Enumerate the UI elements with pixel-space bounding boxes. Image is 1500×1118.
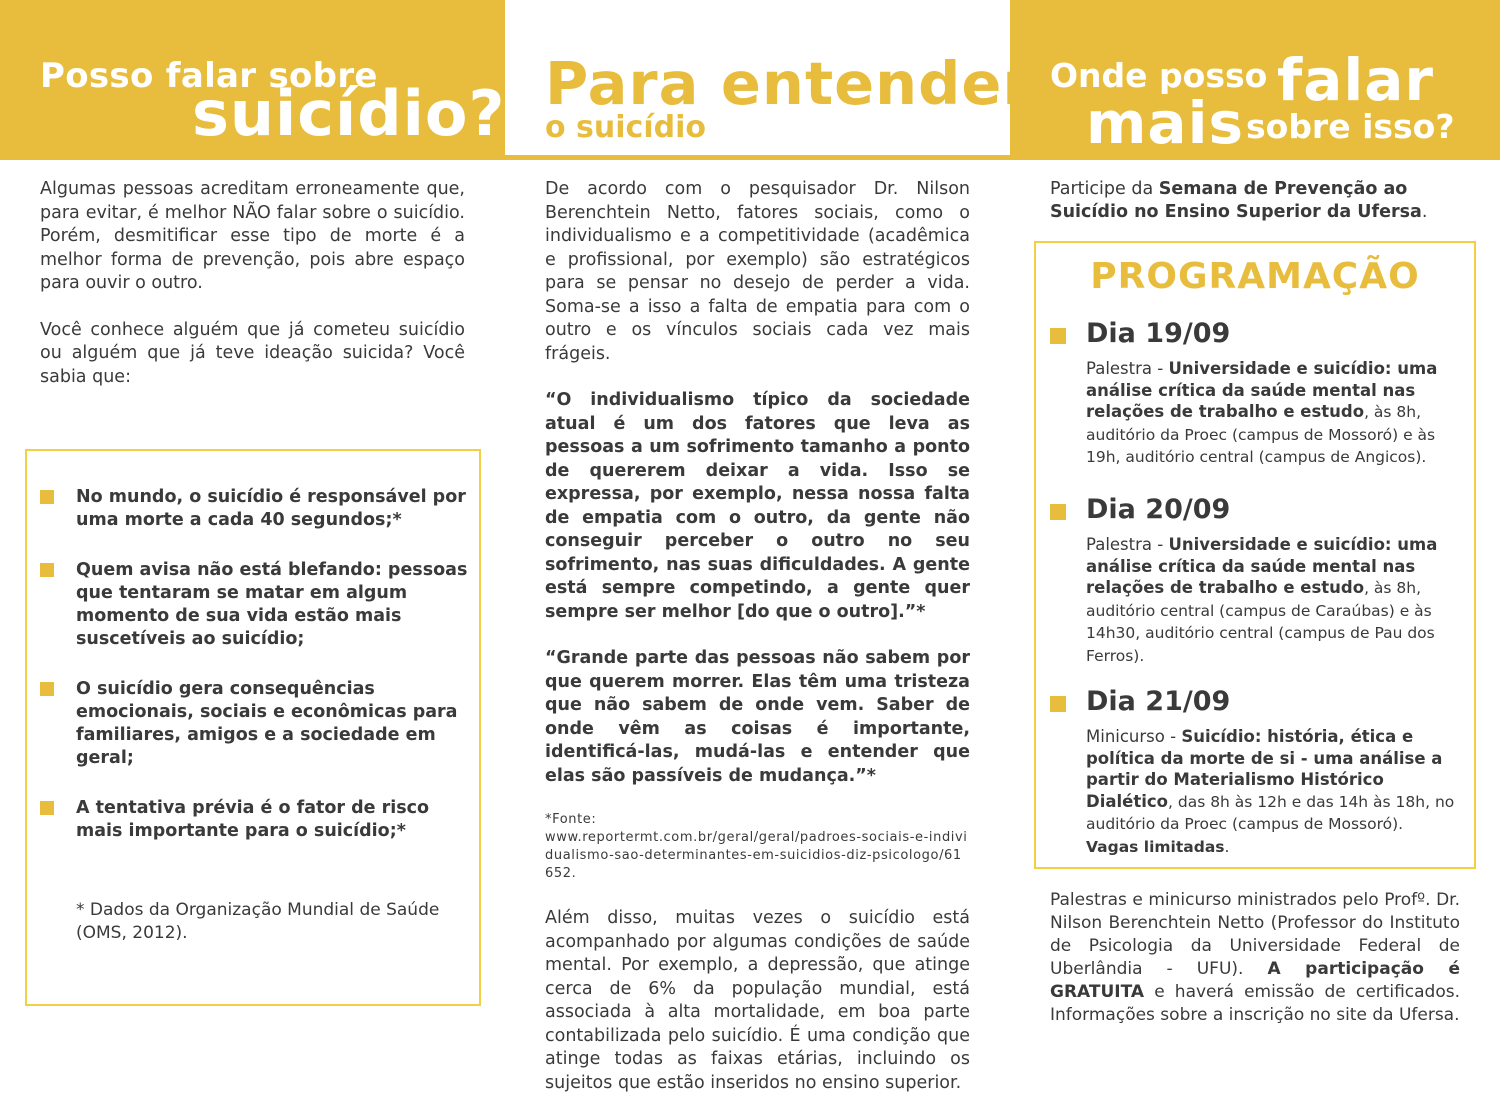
bullet-square-icon <box>1050 328 1066 344</box>
event-type: Palestra - <box>1086 535 1169 554</box>
left-intro <box>40 178 465 412</box>
bullet-square-icon <box>1050 696 1066 712</box>
left-paragraph-1: Algumas pessoas acreditam erroneamente que, para evitar, é melhor NÃO falar sobre o suicídio. Porém, desmitificar esse tipo de morte é a melhor forma de prevenção, pois abre espaço para ouvir o outro. <box>40 179 465 293</box>
source-citation <box>545 811 970 883</box>
right-title-part4: sobre isso? <box>1246 107 1455 146</box>
day-heading <box>1050 318 1460 350</box>
fact-item <box>40 559 470 651</box>
fact-text: A tentativa prévia é o fator de risco mais importante para o suicídio;* <box>76 798 430 841</box>
right-title-part3: mais <box>1086 89 1244 157</box>
middle-content <box>545 178 970 1118</box>
day-heading <box>1050 686 1460 718</box>
middle-quote-2: “Grande parte das pessoas não sabem por que querem morrer. Elas têm uma tristeza que não sabem de onde vem. Saber de onde vêm as coisas é importante, identificá-las, mudá-las e entender que elas são passíveis de mudança.”* <box>545 648 970 786</box>
left-title-line2: suicídio? <box>192 77 506 150</box>
source-url: www.reportermt.com.br/geral/geral/padroes-sociais-e-individualismo-sao-determinantes-em-suicidios-diz-psicologo/61652. <box>545 830 968 881</box>
bullet-square-icon <box>40 801 54 815</box>
middle-quote-1: “O individualismo típico da sociedade atual é um dos fatores que leva as pessoas a um sofrimento tamanho a ponto de quererem deixar a vida. Isso se expressa, por exemplo, nessa nossa falta de empatia com o outro, da gente não conseguir perceber o outro no seu sofrimento, nas suas dificuldades. A gente está sempre competindo, a gente quer sempre ser melhor [do que o outro].”* <box>545 390 970 622</box>
middle-title-big: Para entender <box>545 49 1033 118</box>
bullet-square-icon <box>40 490 54 504</box>
day-date: Dia 19/09 <box>1086 318 1231 349</box>
fact-text: O suicídio gera consequências emocionais, sociais e econômicas para familiares, amigos e a sociedade em geral; <box>76 679 458 768</box>
left-paragraph-2: Você conhece alguém que já cometeu suicídio ou alguém que já teve ideação suicida? Você sabia que: <box>40 319 465 387</box>
left-title-line1: Posso falar sobre <box>40 56 378 96</box>
fact-item <box>40 797 470 843</box>
day-description <box>1086 534 1460 667</box>
bullet-square-icon <box>1050 504 1066 520</box>
intro-prefix: Participe da <box>1050 179 1159 199</box>
day-date: Dia 21/09 <box>1086 686 1231 717</box>
oms-source-note: * Dados da Organização Mundial de Saúde (OMS, 2012). <box>76 900 440 943</box>
facts-list <box>40 486 470 870</box>
fact-item <box>40 486 470 532</box>
day-description <box>1086 358 1460 469</box>
event-title: Suicídio: história, ética e política da morte de si - uma análise a partir do Materialismo Histórico Dialético <box>1086 727 1443 811</box>
fact-text: No mundo, o suicídio é responsável por uma morte a cada 40 segundos;* <box>76 487 466 530</box>
middle-paragraph-1: De acordo com o pesquisador Dr. Nilson Berenchtein Netto, fatores sociais, como o individualismo e a competitividade (acadêmica e profissional, por exemplo) são estratégicos para se pensar no desejo de perder a vida. Soma-se a isso a falta de empatia para com o outro e os vínculos sociais cada vez mais frágeis. <box>545 179 970 364</box>
bullet-square-icon <box>40 682 54 696</box>
middle-paragraph-2: Além disso, muitas vezes o suicídio está acompanhado por algumas condições de saúde mental. Por exemplo, a depressão, que atinge cerca de 6% da população mundial, está associada à alta mortalidade, em boa parte contabilizada pelo suicídio. É uma condição que atinge todas as faixas etárias, incluindo os sujeitos que estão inseridos no ensino superior. <box>545 908 970 1093</box>
footer-text: Palestras e minicurso ministrados pelo Profº. Dr. Nilson Berenchtein Netto (Professor do Instituto de Psicologia da Universidade Federal de Uberlândia - UFU). <box>1050 890 1460 979</box>
schedule-day <box>1050 318 1460 469</box>
source-label: *Fonte: <box>545 812 597 827</box>
event-details: , às 8h, auditório da Proec (campus de Mossoró) e às 19h, auditório central (campus de Angicos). <box>1086 403 1436 466</box>
limited-seats-suffix: . <box>1224 837 1230 856</box>
middle-title-small: o suicídio <box>545 110 706 145</box>
day-date: Dia 20/09 <box>1086 494 1231 525</box>
intro-suffix: . <box>1421 202 1428 222</box>
event-name: Semana de Prevenção ao Suicídio no Ensino Superior da Ufersa <box>1050 179 1422 222</box>
event-title: Universidade e suicídio: uma análise crítica da saúde mental nas relações de trabalho e estudo <box>1086 359 1438 421</box>
event-type: Minicurso - <box>1086 727 1182 746</box>
event-details: , das 8h às 12h e das 14h às 18h, no auditório da Proec (campus de Mossoró). <box>1086 792 1455 833</box>
right-footer <box>1050 889 1460 1027</box>
schedule-title: PROGRAMAÇÃO <box>1090 256 1420 297</box>
right-title-part2: falar <box>1277 46 1434 114</box>
footer-text-end: e haverá emissão de certificados. Informações sobre a inscrição no site da Ufersa. <box>1050 982 1460 1025</box>
event-details: , às 8h, auditório central (campus de Caraúbas) e às 14h30, auditório central (campus de Pau dos Ferros). <box>1086 579 1435 665</box>
day-heading <box>1050 494 1460 526</box>
fact-item <box>40 678 470 770</box>
right-title-part1: Onde posso <box>1050 56 1268 95</box>
schedule-day <box>1050 686 1460 858</box>
limited-seats-note: Vagas limitadas <box>1086 837 1225 856</box>
fact-text: Quem avisa não está blefando: pessoas que tentaram se matar em algum momento de sua vida estão mais suscetíveis ao suicídio; <box>76 560 468 649</box>
schedule-day <box>1050 494 1460 667</box>
event-type: Palestra - <box>1086 359 1169 378</box>
right-intro <box>1050 178 1470 224</box>
day-description <box>1086 726 1460 858</box>
header-divider-middle <box>505 155 1010 160</box>
event-title: Universidade e suicídio: uma análise crítica da saúde mental nas relações de trabalho e estudo <box>1086 535 1438 597</box>
bullet-square-icon <box>40 563 54 577</box>
free-participation-note: A participação é GRATUITA <box>1050 959 1460 1002</box>
